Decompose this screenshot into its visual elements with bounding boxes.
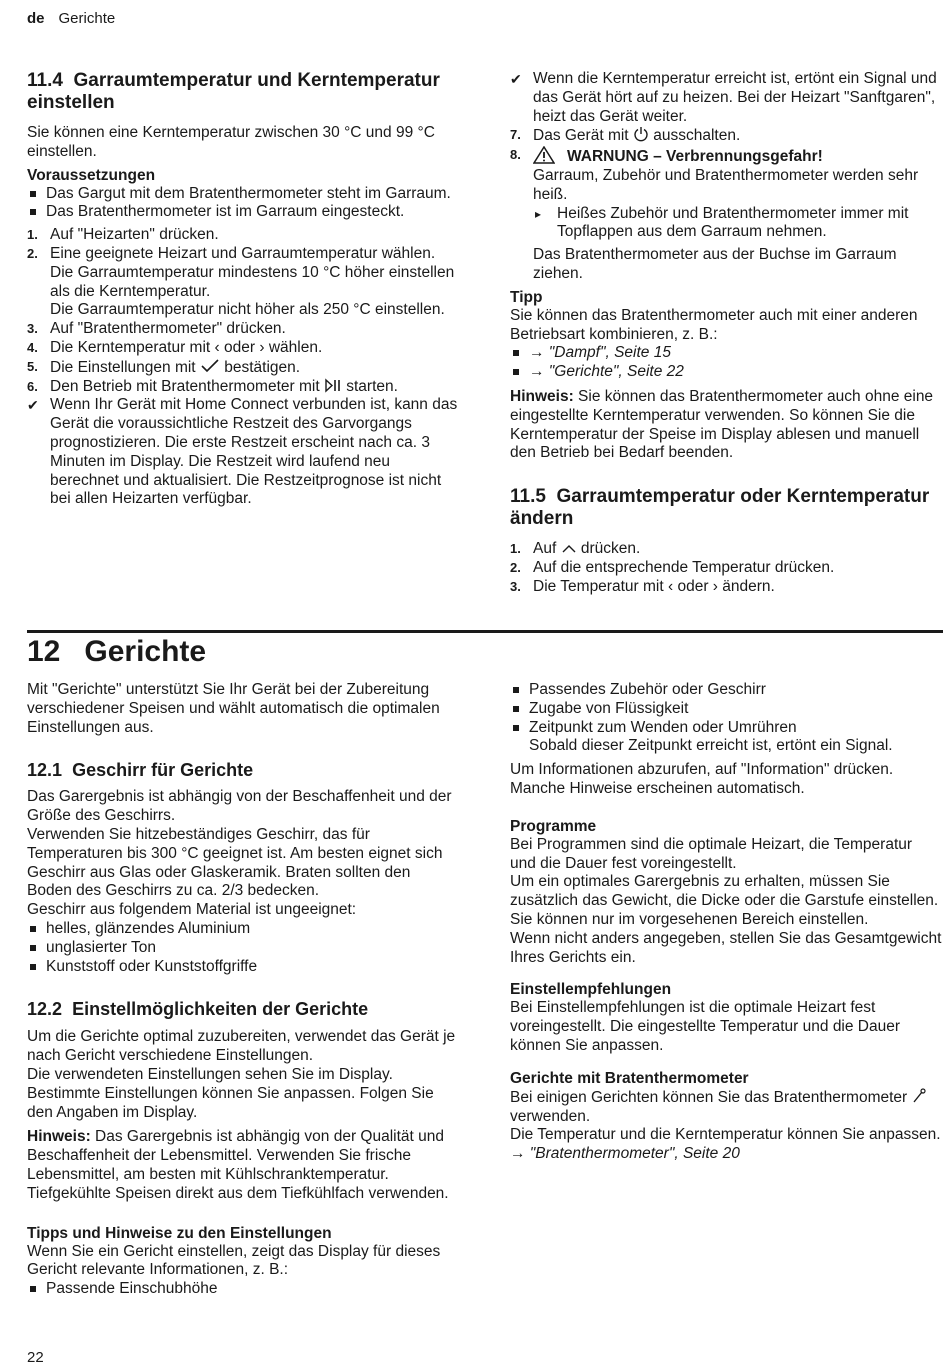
section-11-5-steps	[510, 540, 942, 596]
checkmark-icon	[200, 358, 220, 374]
tips-text: Wenn Sie ein Gericht einstellen, zeigt das Display für dieses Gericht relevante Informationen, z. B.:	[27, 1242, 441, 1279]
einstellempfehlungen-text: Bei Einstellempfehlungen ist die optimale Heizart fest voreingestellt. Die eingestellte Temperatur und die Dauer können Sie anpassen.	[510, 999, 901, 1054]
power-icon	[633, 126, 649, 142]
chevron-right-icon: ›	[259, 338, 265, 356]
note-11-4: Hinweis: Sie können das Bratenthermometer auch ohne eine eingestellte Kerntemperatur verwenden. So können Sie die Kerntemperatur der Speise im Display ablesen und manuell den Betrieb bei Bedarf beenden.	[510, 387, 934, 462]
list-item: Zugabe von Flüssigkeit	[510, 700, 942, 719]
programme-p2: Um ein optimales Garergebnis zu erhalten, müssen Sie zusätzlich das Gewicht, die Dicke oder die Garstufe einstellen. Sie können nur im vorgesehenen Bereich einstellen.	[510, 873, 939, 928]
chapter-12-right	[510, 681, 942, 1164]
prereq-title: Voraussetzungen	[27, 166, 156, 184]
section-12-1-p2: Verwenden Sie hitzebeständiges Geschirr, das für Temperaturen bis 300 °C geeignet ist. Am besten eignet sich Geschirr aus Glas oder Glaskeramik. Braten sollten den Boden des Geschirrs zu ca. 2/3 bedecken.	[27, 825, 443, 900]
section-11-4-title: 11.4 Garraumtemperatur und Kerntemperatur einstellen	[27, 70, 440, 113]
tips-list	[27, 1280, 459, 1299]
page-number: 22	[27, 1349, 44, 1366]
chevron-right-icon: ›	[712, 577, 718, 595]
step-2: 2. Eine geeignete Heizart und Garraumtemperatur wählen. Die Garraumtemperatur mindestens 10 °C höher einstellen als die Kerntemperatur. Die Garraumtemperatur nicht höher als 250 °C einstellen.	[27, 244, 455, 319]
section-11-4-intro: Sie können eine Kerntemperatur zwischen 30 °C und 99 °C einstellen.	[27, 124, 435, 160]
page-header	[27, 10, 115, 27]
section-12-1-p3: Geschirr aus folgendem Material ist ungeeignet:	[27, 901, 357, 919]
info-text: Um Informationen abzurufen, auf "Information" drücken. Manche Hinweise erscheinen automatisch.	[510, 761, 894, 797]
warning-action: ▸ Heißes Zubehör und Bratenthermometer immer mit Topflappen aus dem Garraum nehmen.	[533, 205, 942, 243]
warning-title: WARNUNG – Verbrennungsgefahr!	[567, 148, 823, 166]
step-2: 2. Auf die entsprechende Temperatur drücken.	[510, 558, 835, 576]
unsuitable-list	[27, 920, 459, 976]
section-12-2-p1: Um die Gerichte optimal zuzubereiten, verwendet das Gerät je nach Gericht verschiedene Einstellungen.	[27, 1028, 456, 1065]
warning-triangle-icon	[533, 146, 555, 164]
prereq-list	[27, 185, 459, 223]
chevron-left-icon: ‹	[667, 577, 674, 595]
list-item: Kunststoff oder Kunststoffgriffe	[27, 958, 459, 977]
programme-title: Programme	[510, 817, 597, 835]
chevron-left-icon: ‹	[214, 338, 220, 356]
tip-text: Sie können das Bratenthermometer auch mit einer anderen Betriebsart kombinieren, z. B.:	[510, 306, 918, 343]
step-7: 7. Das Gerät mit ausschalten.	[510, 127, 741, 145]
chapter-12-left	[27, 681, 459, 1299]
section-12-2-title: 12.2 Einstellmöglichkeiten der Gerichte	[27, 999, 369, 1020]
section-12-1-p1: Das Garergebnis ist abhängig von der Beschaffenheit und der Größe des Geschirrs.	[27, 788, 452, 825]
result-2: ✔ Wenn die Kerntemperatur erreicht ist, ertönt ein Signal und das Gerät hört auf zu heizen. Bei der Heizart "Sanftgaren", heizt das Gerät weiter.	[510, 70, 937, 125]
list-item: Passende Einschubhöhe	[27, 1280, 459, 1299]
steps-list-continued	[510, 70, 942, 284]
chapter-12-intro: Mit "Gerichte" unterstützt Sie Ihr Gerät bei der Zubereitung verschiedener Speisen und wählt automatisch die optimalen Einstellungen aus.	[27, 681, 440, 736]
list-item: Das Gargut mit dem Bratenthermometer steht im Garraum.	[27, 185, 459, 204]
link-gerichte[interactable]: → "Gerichte", Seite 22	[510, 363, 942, 382]
step-8: 8. WARNUNG – Verbrennungsgefahr! Garraum, Zubehör und Bratenthermometer werden sehr heiß. ▸ Heißes Zubehör und Bratenthermometer immer mit Topflappen aus dem Garraum nehmen. Das Bratenthermometer aus der Buchse im Garraum ziehen.	[510, 146, 942, 284]
header-section: Gerichte	[58, 10, 116, 27]
warning-text: Garraum, Zubehör und Bratenthermometer werden sehr heiß.	[533, 166, 919, 203]
meat-probe-icon	[912, 1088, 926, 1104]
list-item: Zeitpunkt zum Wenden oder Umrühren Sobald dieser Zeitpunkt erreicht ist, ertönt ein Signal.	[510, 719, 942, 757]
tip-links	[510, 344, 942, 382]
section-12-2-note: Hinweis: Das Garergebnis ist abhängig von der Qualität und Beschaffenheit der Lebensmittel. Verwenden Sie frische Lebensmittel, am besten mit Kühlschranktemperatur. Tiefgekühlte Speisen direkt aus dem Tiefkühlfach verwenden.	[27, 1128, 449, 1202]
section-11-4-left	[27, 70, 459, 509]
steps-list	[27, 226, 459, 509]
header-lang: de	[27, 10, 45, 27]
section-12-1-title: 12.1 Geschirr für Gerichte	[27, 760, 254, 781]
warning-box	[533, 146, 942, 242]
tips-title: Tipps und Hinweise zu den Einstellungen	[27, 1224, 332, 1242]
bratenthermometer-title: Gerichte mit Bratenthermometer	[510, 1069, 749, 1087]
step-1: 1. Auf drücken.	[510, 540, 641, 558]
step-1: 1. Auf "Heizarten" drücken.	[27, 226, 219, 244]
step-8-text: Das Bratenthermometer aus der Buchse im Garraum ziehen.	[533, 246, 897, 282]
list-item: helles, glänzendes Aluminium	[27, 920, 459, 939]
play-pause-icon	[324, 378, 342, 393]
step-4: 4. Die Kerntemperatur mit ‹ oder › wählen.	[27, 338, 323, 356]
link-bratenthermometer[interactable]: → "Bratenthermometer", Seite 20	[510, 1145, 740, 1163]
programme-p3: Wenn nicht anders angegeben, stellen Sie das Gesamtgewicht Ihres Gerichts ein.	[510, 929, 942, 966]
warning-actions	[533, 205, 942, 243]
list-item: Passendes Zubehör oder Geschirr	[510, 681, 942, 700]
list-item: unglasierter Ton	[27, 939, 459, 958]
bratenthermometer-p2: Die Temperatur und die Kerntemperatur können Sie anpassen.	[510, 1126, 941, 1144]
section-11-4-right	[510, 70, 942, 597]
chapter-rule	[27, 630, 943, 633]
chapter-12-title: 12 Gerichte	[27, 635, 207, 668]
bratenthermometer-p1: Bei einigen Gerichten können Sie das Bratenthermometer verwenden.	[510, 1088, 942, 1127]
programme-p1: Bei Programmen sind die optimale Heizart, die Temperatur und die Dauer fest voreingestellt.	[510, 835, 913, 872]
chevron-up-icon	[561, 543, 577, 555]
link-dampf[interactable]: → "Dampf", Seite 15	[510, 344, 942, 363]
list-item: Das Bratenthermometer ist im Garraum eingesteckt.	[27, 203, 459, 222]
step-5: 5. Die Einstellungen mit bestätigen.	[27, 358, 301, 376]
step-3: 3. Die Temperatur mit ‹ oder › ändern.	[510, 577, 775, 595]
tips-list-continued	[510, 681, 942, 756]
einstellempfehlungen-title: Einstellempfehlungen	[510, 981, 672, 999]
section-11-5-title: 11.5 Garraumtemperatur oder Kerntemperatur ändern	[510, 486, 930, 530]
step-6: 6. Den Betrieb mit Bratenthermometer mit starten.	[27, 377, 398, 395]
result-1: ✔ Wenn Ihr Gerät mit Home Connect verbunden ist, kann das Gerät die voraussichtliche Restzeit des Garvorgangs prognostizieren. Die erste Restzeit erscheint nach ca. 3 Minuten im Display. Die Restzeit wird laufend neu berechnet und aktualisiert. Die Restzeitprognose ist nicht bei allen Heizarten verfügbar.	[27, 396, 458, 508]
step-3: 3. Auf "Bratenthermometer" drücken.	[27, 320, 286, 338]
tip-title: Tipp	[510, 288, 543, 306]
section-12-2-p2: Die verwendeten Einstellungen sehen Sie im Display. Bestimmte Einstellungen können Sie anpassen. Folgen Sie den Angaben im Display.	[27, 1065, 434, 1121]
